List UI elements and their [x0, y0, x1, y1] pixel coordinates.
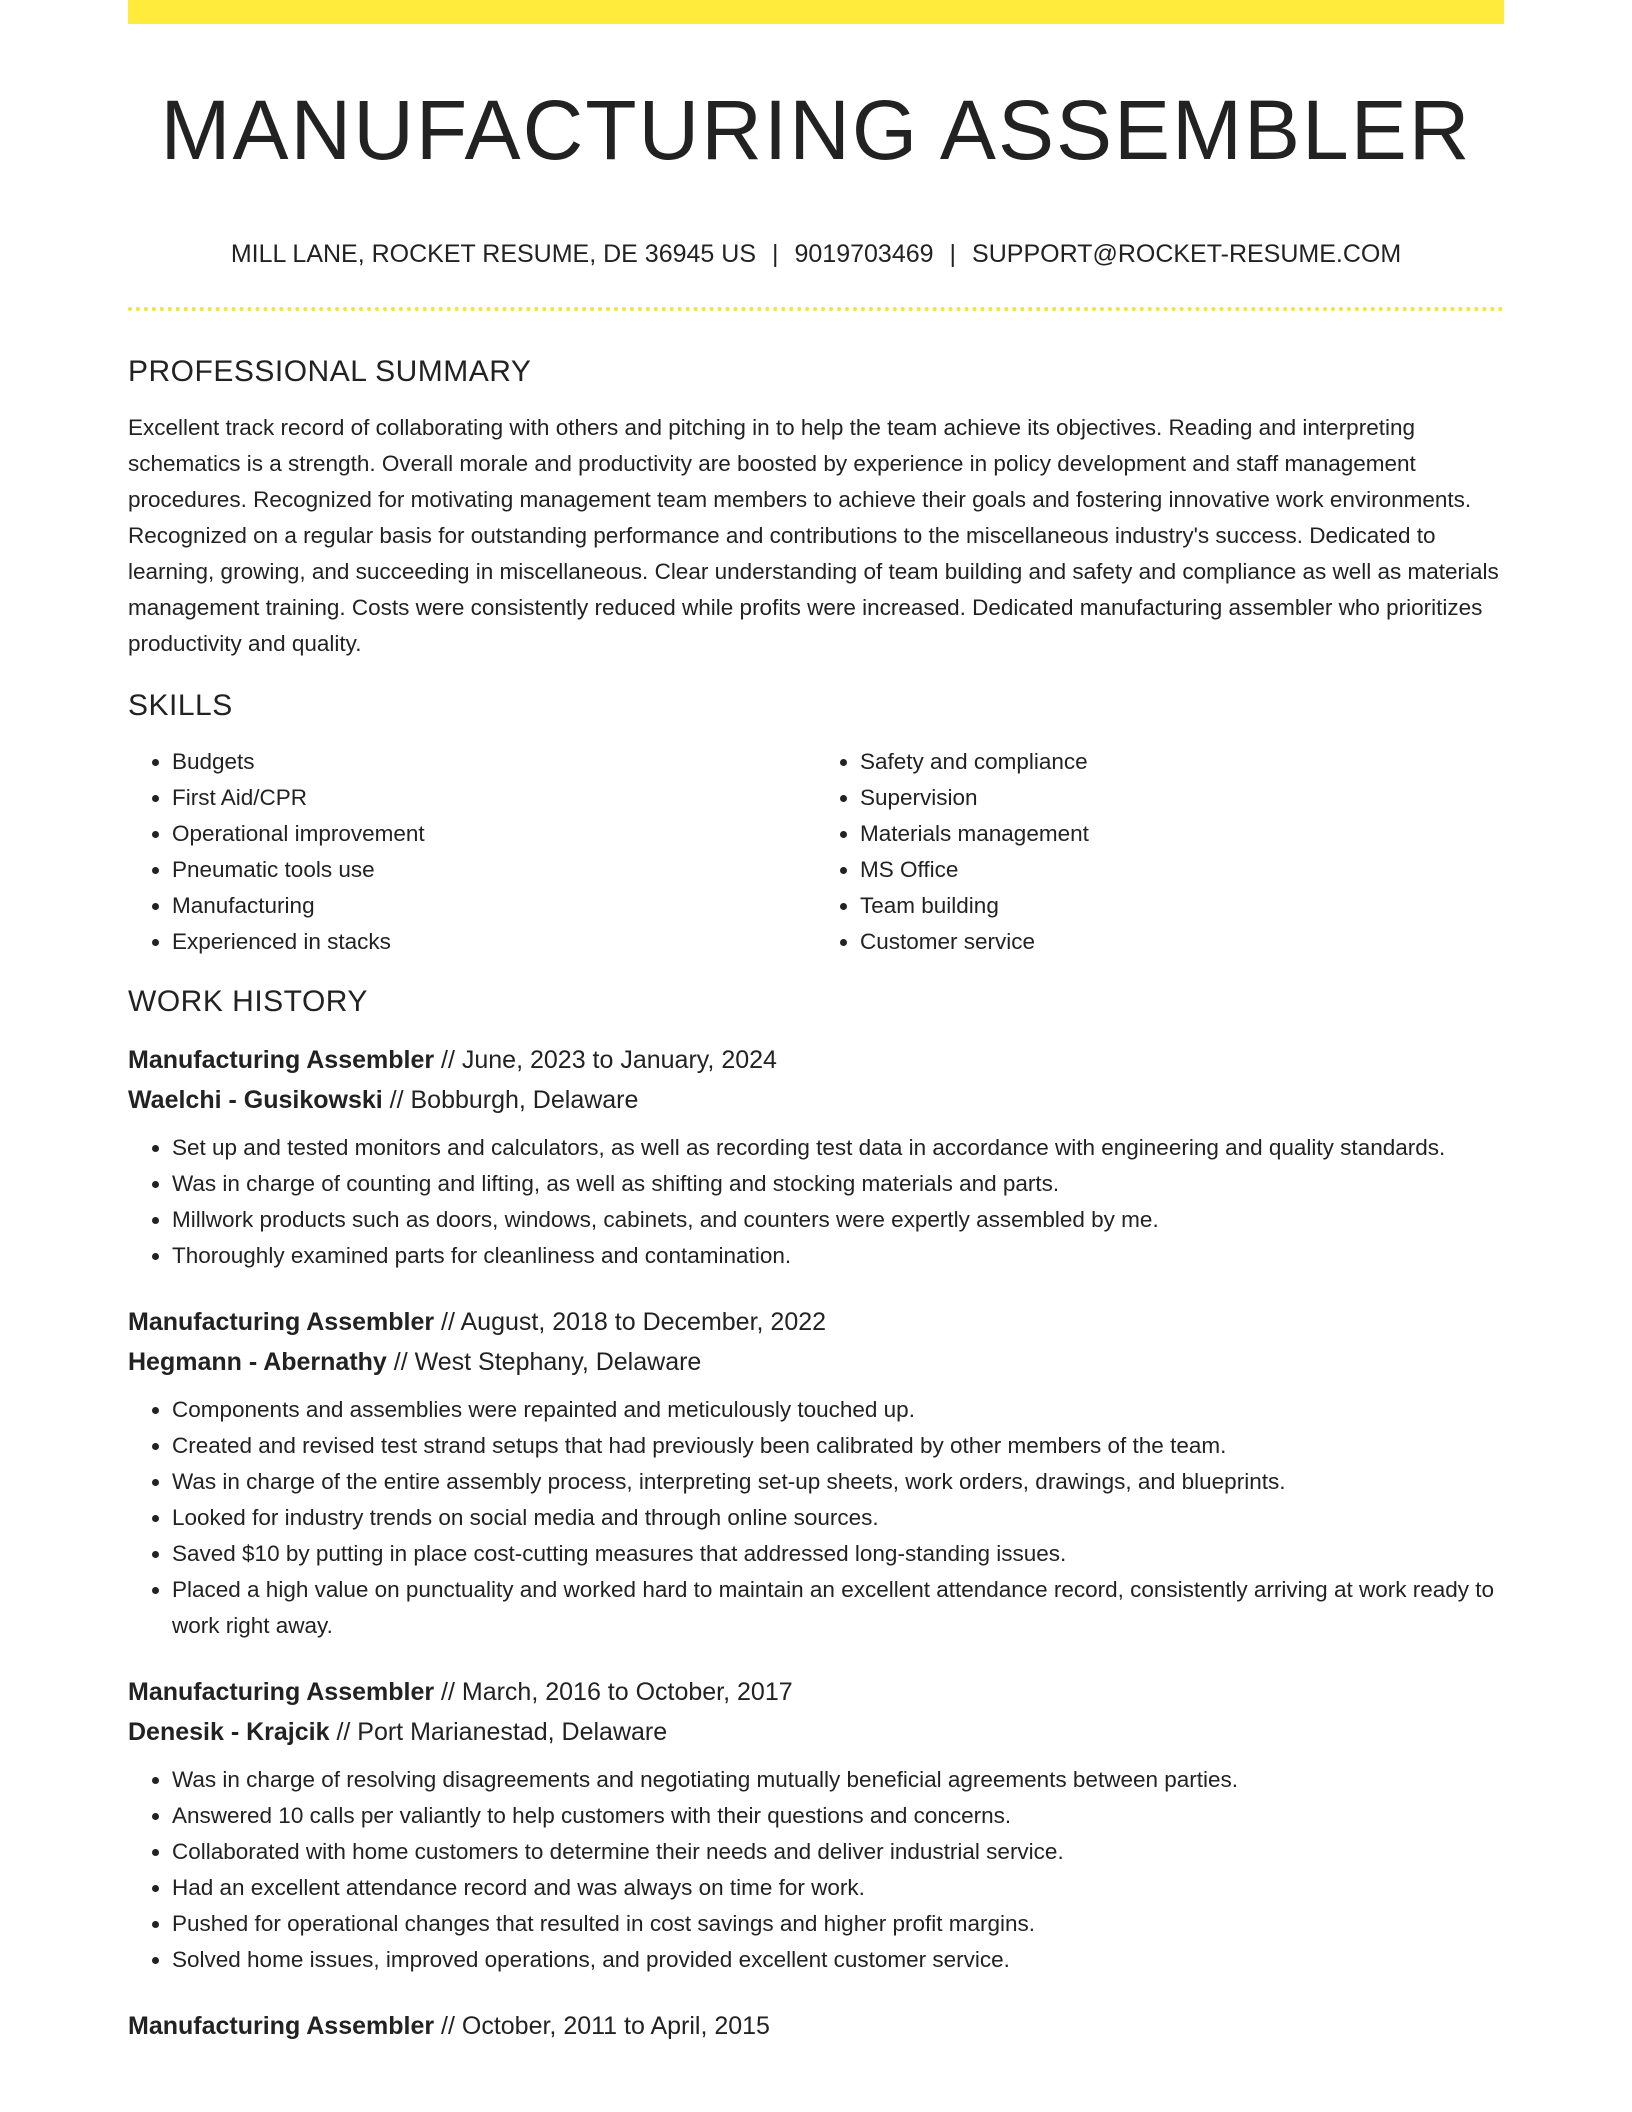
job-bullet: • Components and assemblies were repainted and meticulously touched up. [172, 1392, 1504, 1428]
skills-heading: SKILLS [128, 689, 233, 722]
job-bullets [128, 1762, 1504, 1978]
job-bullet: • Was in charge of counting and lifting, as well as shifting and stocking materials and parts. [172, 1166, 1504, 1202]
candidate-name: MANUFACTURING ASSEMBLER [160, 83, 1472, 177]
job-bullet: • Was in charge of the entire assembly process, interpreting set-up sheets, work orders, drawings, and blueprints. [172, 1464, 1504, 1500]
contact-address: MILL LANE, ROCKET RESUME, DE 36945 US [230, 240, 756, 268]
job-title-line [128, 1672, 1504, 1712]
summary-heading: PROFESSIONAL SUMMARY [128, 355, 532, 388]
job-location: // Bobburgh, Delaware [382, 1086, 639, 1114]
skill-item: • Operational improvement [172, 816, 816, 852]
job-dates: // June, 2023 to January, 2024 [434, 1046, 777, 1074]
skills-columns [128, 744, 1504, 960]
skill-item: • Materials management [860, 816, 1504, 852]
job-bullet: • Saved $10 by putting in place cost-cutting measures that addressed long-standing issues. [172, 1536, 1504, 1572]
job-bullets [128, 1130, 1504, 1274]
skill-item: • Supervision [860, 780, 1504, 816]
skills-list-left [128, 744, 816, 960]
contact-line [128, 236, 1504, 272]
header-divider [128, 307, 1504, 311]
job-title-line [128, 1040, 1504, 1080]
skill-item: • First Aid/CPR [172, 780, 816, 816]
skill-item: • Safety and compliance [860, 744, 1504, 780]
skill-item: • Pneumatic tools use [172, 852, 816, 888]
job-title: Manufacturing Assembler [128, 1046, 435, 1074]
contact-email: SUPPORT@ROCKET-RESUME.COM [972, 240, 1402, 268]
resume-body [128, 352, 1504, 2074]
top-accent-bar [128, 0, 1504, 24]
job-company: Hegmann - Abernathy [128, 1348, 387, 1376]
job-title: Manufacturing Assembler [128, 1308, 435, 1336]
skill-item: • Experienced in stacks [172, 924, 816, 960]
job-bullet: • Pushed for operational changes that resulted in cost savings and higher profit margins. [172, 1906, 1504, 1942]
job-title: Manufacturing Assembler [128, 2012, 435, 2040]
job-title: Manufacturing Assembler [128, 1678, 435, 1706]
job-title-line [128, 2006, 1504, 2046]
work-history-heading: WORK HISTORY [128, 985, 368, 1018]
job-bullet: • Solved home issues, improved operations, and provided excellent customer service. [172, 1942, 1504, 1978]
job-company-line [128, 1712, 1504, 1752]
job-bullet: • Thoroughly examined parts for cleanliness and contamination. [172, 1238, 1504, 1274]
job-company: Waelchi - Gusikowski [128, 1086, 383, 1114]
job-bullet: • Millwork products such as doors, windows, cabinets, and counters were expertly assembled by me. [172, 1202, 1504, 1238]
job-bullet: • Collaborated with home customers to determine their needs and deliver industrial service. [172, 1834, 1504, 1870]
job-bullet: • Looked for industry trends on social media and through online sources. [172, 1500, 1504, 1536]
job-bullet: • Placed a high value on punctuality and worked hard to maintain an excellent attendance record, consistently arriving at work ready to work right away. [172, 1572, 1504, 1644]
job-title-line [128, 1302, 1504, 1342]
job-bullet: • Had an excellent attendance record and was always on time for work. [172, 1870, 1504, 1906]
job-dates: // August, 2018 to December, 2022 [434, 1308, 827, 1336]
skill-item: • Budgets [172, 744, 816, 780]
job-company-line [128, 1342, 1504, 1382]
job-dates: // March, 2016 to October, 2017 [434, 1678, 793, 1706]
skills-list-right [816, 744, 1504, 960]
job-entry [128, 1040, 1504, 1274]
job-entry [128, 1302, 1504, 1644]
job-dates: // October, 2011 to April, 2015 [434, 2012, 770, 2040]
job-bullet: • Answered 10 calls per valiantly to help customers with their questions and concerns. [172, 1798, 1504, 1834]
skill-item: • Customer service [860, 924, 1504, 960]
skill-item: • MS Office [860, 852, 1504, 888]
contact-separator: | [949, 240, 957, 268]
skill-item: • Manufacturing [172, 888, 816, 924]
job-bullet: • Set up and tested monitors and calculators, as well as recording test data in accordance with engineering and quality standards. [172, 1130, 1504, 1166]
job-bullet: • Created and revised test strand setups that had previously been calibrated by other members of the team. [172, 1428, 1504, 1464]
job-bullet: • Was in charge of resolving disagreements and negotiating mutually beneficial agreements between parties. [172, 1762, 1504, 1798]
job-location: // West Stephany, Delaware [386, 1348, 702, 1376]
summary-text: Excellent track record of collaborating with others and pitching in to help the team achieve its objectives. Reading and interpreting schematics is a strength. Overall morale and productivity are boosted by experience in policy development and staff management procedures. Recognized for motivating management team members to achieve their goals and fostering innovative work environments. Recognized on a regular basis for outstanding performance and contributions to the miscellaneous industry's success. Dedicated to learning, growing, and succeeding in miscellaneous. Clear understanding of team building and safety and compliance as well as materials management training. Costs were consistently reduced while profits were increased. Dedicated manufacturing assembler who prioritizes productivity and quality. [128, 415, 1499, 656]
job-company-line [128, 1080, 1504, 1120]
job-company: Denesik - Krajcik [128, 1718, 330, 1746]
job-entry [128, 1672, 1504, 1978]
job-location: // Port Marianestad, Delaware [329, 1718, 668, 1746]
contact-separator: | [772, 240, 779, 268]
job-bullets [128, 1392, 1504, 1644]
skill-item: • Team building [860, 888, 1504, 924]
job-entry [128, 2006, 1504, 2046]
contact-phone: 9019703469 [794, 240, 934, 268]
